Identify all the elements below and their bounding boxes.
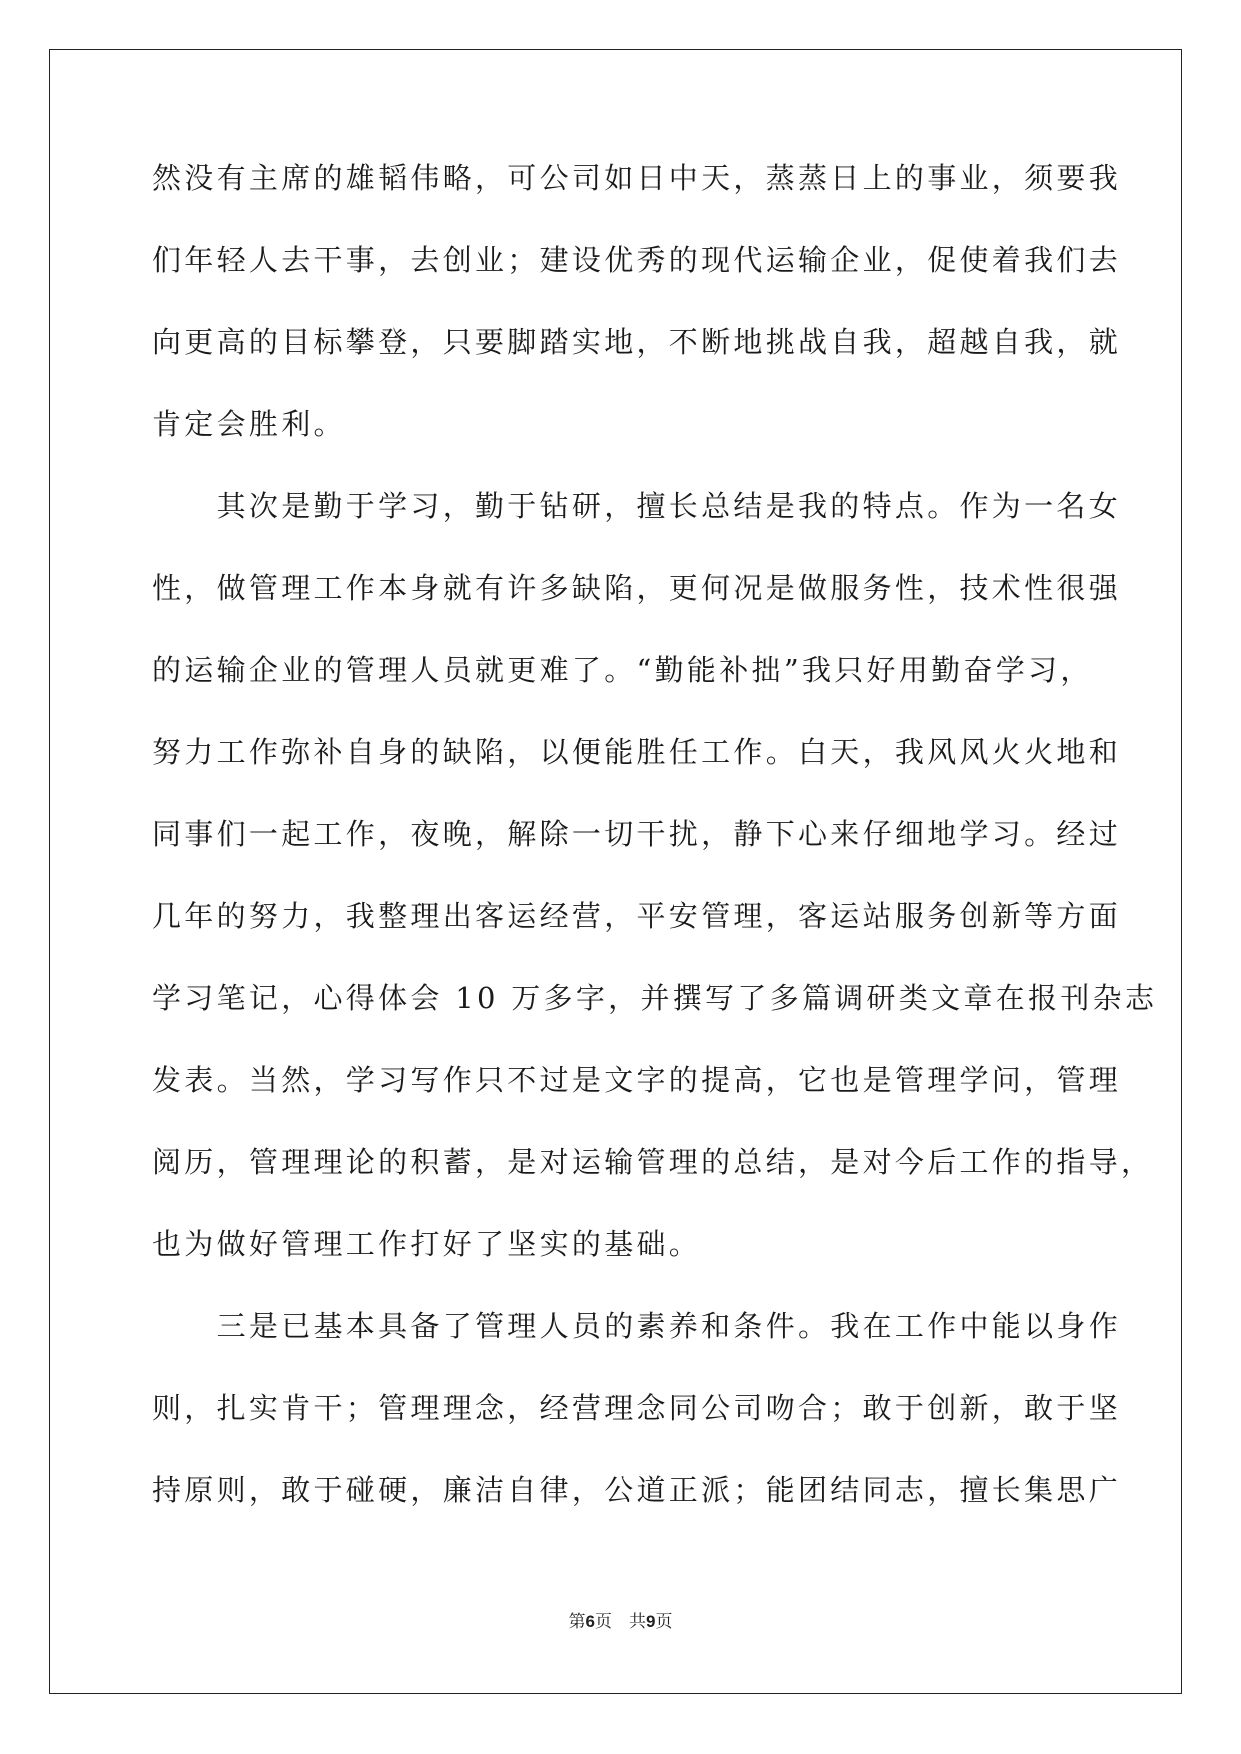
text-line: 学习笔记，心得体会 10 万多字，并撰写了多篇调研类文章在报刊杂志 <box>152 981 1158 1015</box>
text-line: 同事们一起工作，夜晚，解除一切干扰，静下心来仔细地学习。经过 <box>152 817 1122 851</box>
page-prefix: 第 <box>568 1612 586 1632</box>
page-suffix: 页 <box>655 1612 673 1632</box>
text-line: 然没有主席的雄韬伟略，可公司如日中天，蒸蒸日上的事业，须要我 <box>152 161 1122 195</box>
text-line: 阅历，管理理论的积蓄，是对运输管理的总结，是对今后工作的指导， <box>152 1145 1154 1179</box>
text-line: 三是已基本具备了管理人员的素养和条件。我在工作中能以身作 <box>152 1309 1122 1343</box>
text-line: 性，做管理工作本身就有许多缺陷，更何况是做服务性，技术性很强 <box>152 571 1122 605</box>
page-number-footer <box>0 1607 1241 1632</box>
text-line: 肯定会胜利。 <box>152 407 346 441</box>
page-current: 6 <box>585 1612 595 1631</box>
page-total: 9 <box>646 1612 656 1631</box>
text-line: 的运输企业的管理人员就更难了。“勤能补拙”我只好用勤奋学习， <box>152 653 1093 687</box>
text-line: 向更高的目标攀登，只要脚踏实地，不断地挑战自我，超越自我，就 <box>152 325 1122 359</box>
text-line: 们年轻人去干事，去创业；建设优秀的现代运输企业，促使着我们去 <box>152 243 1122 277</box>
text-line: 发表。当然，学习写作只不过是文字的提高，它也是管理学问，管理 <box>152 1063 1122 1097</box>
text-line: 努力工作弥补自身的缺陷，以便能胜任工作。白天，我风风火火地和 <box>152 735 1122 769</box>
text-line: 其次是勤于学习，勤于钻研，擅长总结是我的特点。作为一名女 <box>152 489 1122 523</box>
text-line: 持原则，敢于碰硬，廉洁自律，公道正派；能团结同志，擅长集思广 <box>152 1473 1122 1507</box>
text-line: 几年的努力，我整理出客运经营，平安管理，客运站服务创新等方面 <box>152 899 1122 933</box>
page-mid: 页 共 <box>595 1612 646 1632</box>
text-line: 也为做好管理工作打好了坚实的基础。 <box>152 1227 702 1261</box>
document-body <box>152 161 1158 1556</box>
text-line: 则，扎实肯干；管理理念，经营理念同公司吻合；敢于创新，敢于坚 <box>152 1391 1122 1425</box>
